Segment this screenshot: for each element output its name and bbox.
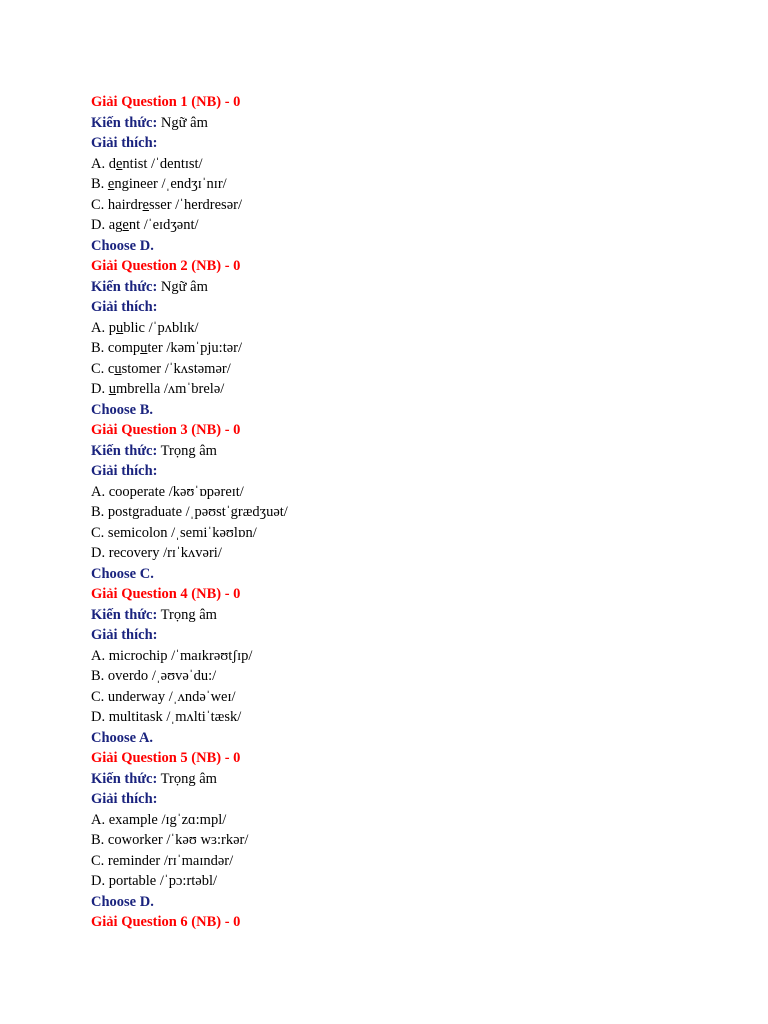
option-line xyxy=(91,215,731,236)
underlined-letter: e xyxy=(107,176,115,192)
option-word: reminder xyxy=(107,852,161,869)
knowledge-label: Kiến thức: xyxy=(91,770,158,787)
word-part: nt xyxy=(128,217,141,233)
option-letter: A. xyxy=(91,647,106,664)
option-line xyxy=(91,195,731,216)
option-word: example xyxy=(108,811,158,828)
knowledge-line xyxy=(91,605,731,626)
ipa-transcription: /rɪˈmaɪndər/ xyxy=(163,852,234,869)
knowledge-value: Trọng âm xyxy=(160,442,217,459)
option-letter: A. xyxy=(91,483,106,500)
underlined-letter: u xyxy=(115,319,124,336)
explanation-label: Giải thích: xyxy=(91,463,158,479)
knowledge-value: Trọng âm xyxy=(160,606,217,623)
option-line xyxy=(91,502,731,523)
option-word: cooperate xyxy=(108,483,166,500)
word-part: stomer xyxy=(121,360,162,377)
word-part: ag xyxy=(108,217,123,233)
option-letter: C. xyxy=(91,852,105,869)
option-letter: A. xyxy=(91,155,106,172)
option-word: coworker xyxy=(107,832,163,848)
word-part: ter xyxy=(147,340,163,356)
option-letter: B. xyxy=(91,176,105,192)
underlined-letter: e xyxy=(142,196,149,213)
option-letter: C. xyxy=(91,360,105,377)
option-line xyxy=(91,543,731,564)
ipa-transcription: /ˈkəʊ wɜ:rkər/ xyxy=(166,832,249,848)
question-title: Giải Question 4 (NB) - 0 xyxy=(91,586,241,602)
underlined-letter: u xyxy=(140,340,148,356)
word-part: p xyxy=(108,319,116,336)
knowledge-value: Ngữ âm xyxy=(160,114,208,131)
option-line xyxy=(91,871,731,892)
knowledge-line xyxy=(91,277,731,298)
question-title: Giải Question 3 (NB) - 0 xyxy=(91,422,241,438)
answer-line: Choose A. xyxy=(91,729,154,746)
ipa-transcription: /ˌmʌltiˈtæsk/ xyxy=(166,709,242,725)
option-word: semicolon xyxy=(107,524,168,541)
underlined-letter: u xyxy=(114,360,122,377)
ipa-transcription: /ʌmˈbrelə/ xyxy=(163,381,225,397)
knowledge-label: Kiến thức: xyxy=(91,606,158,623)
ipa-transcription: /ˈeɪdʒənt/ xyxy=(143,217,199,233)
word-part: ntist xyxy=(122,155,148,172)
option-line xyxy=(91,830,731,851)
ipa-transcription: /ˈpʌblɪk/ xyxy=(148,319,199,336)
ipa-transcription: /ˈpɔ:rtəbl/ xyxy=(159,873,218,889)
underlined-letter: e xyxy=(115,155,123,172)
option-line xyxy=(91,810,731,831)
option-letter: C. xyxy=(91,688,105,705)
ipa-transcription: /kəmˈpju:tər/ xyxy=(166,340,243,356)
option-line xyxy=(91,338,731,359)
option-line xyxy=(91,851,731,872)
knowledge-line xyxy=(91,113,731,134)
word-part: blic xyxy=(123,319,145,336)
explanation-label: Giải thích: xyxy=(91,299,158,315)
option-letter: D. xyxy=(91,873,106,889)
option-line xyxy=(91,318,731,339)
option-line xyxy=(91,359,731,380)
knowledge-label: Kiến thức: xyxy=(91,442,158,459)
option-word: microchip xyxy=(108,647,168,664)
answer-line: Choose D. xyxy=(91,893,154,910)
option-word: multitask xyxy=(108,709,163,725)
option-line xyxy=(91,687,731,708)
ipa-transcription: /rɪˈkʌvəri/ xyxy=(163,545,222,561)
answer-line: Choose B. xyxy=(91,401,154,418)
option-letter: A. xyxy=(91,319,106,336)
option-letter: C. xyxy=(91,196,105,213)
knowledge-label: Kiến thức: xyxy=(91,278,158,295)
ipa-transcription: /ˌendʒɪˈnɪr/ xyxy=(161,176,227,192)
knowledge-line xyxy=(91,441,731,462)
document-body xyxy=(91,92,731,933)
option-letter: D. xyxy=(91,709,106,725)
word-part: d xyxy=(108,155,116,172)
option-letter: D. xyxy=(91,381,106,397)
ipa-transcription: /ˈmaɪkrəʊtʃɪp/ xyxy=(171,647,253,664)
answer-line: Choose D. xyxy=(91,237,154,254)
option-word: recovery xyxy=(108,545,160,561)
option-word: portable xyxy=(108,873,157,889)
option-letter: A. xyxy=(91,811,106,828)
ipa-transcription: /kəʊˈɒpəreɪt/ xyxy=(168,483,244,500)
ipa-transcription: /ɪgˈzɑ:mpl/ xyxy=(161,811,227,828)
option-letter: B. xyxy=(91,340,105,356)
ipa-transcription: /ˌsemiˈkəʊlɒn/ xyxy=(171,524,257,541)
word-part: sser xyxy=(148,196,172,213)
option-line xyxy=(91,379,731,400)
ipa-transcription: /ˈkʌstəmər/ xyxy=(164,360,231,377)
question-title: Giải Question 2 (NB) - 0 xyxy=(91,258,241,274)
explanation-label: Giải thích: xyxy=(91,791,158,807)
option-letter: B. xyxy=(91,668,105,684)
word-part: mbrella xyxy=(115,381,161,397)
option-word: postgraduate xyxy=(107,504,183,520)
option-letter: B. xyxy=(91,504,105,520)
ipa-transcription: /ˌəʊvəˈdu:/ xyxy=(151,668,217,684)
knowledge-value: Ngữ âm xyxy=(160,278,208,295)
word-part: hairdr xyxy=(107,196,143,213)
question-title: Giải Question 1 (NB) - 0 xyxy=(91,94,241,110)
underlined-letter: u xyxy=(108,381,116,397)
option-line xyxy=(91,646,731,667)
option-word: overdo xyxy=(107,668,149,684)
option-line xyxy=(91,666,731,687)
ipa-transcription: /ˈherdresər/ xyxy=(175,196,242,213)
underlined-letter: e xyxy=(122,217,129,233)
ipa-transcription: /ˌʌndəˈweɪ/ xyxy=(168,688,236,705)
knowledge-label: Kiến thức: xyxy=(91,114,158,131)
option-line xyxy=(91,523,731,544)
question-title: Giải Question 6 (NB) - 0 xyxy=(91,914,241,930)
option-letter: B. xyxy=(91,832,105,848)
option-line xyxy=(91,707,731,728)
word-part: c xyxy=(107,360,115,377)
explanation-label: Giải thích: xyxy=(91,135,158,151)
option-word: underway xyxy=(107,688,166,705)
ipa-transcription: /ˌpəʊstˈgrædʒuət/ xyxy=(185,504,288,520)
explanation-label: Giải thích: xyxy=(91,627,158,643)
option-line xyxy=(91,482,731,503)
knowledge-line xyxy=(91,769,731,790)
option-letter: D. xyxy=(91,545,106,561)
option-line xyxy=(91,174,731,195)
option-letter: D. xyxy=(91,217,106,233)
ipa-transcription: /ˈdentɪst/ xyxy=(151,155,203,172)
question-title: Giải Question 5 (NB) - 0 xyxy=(91,750,241,766)
knowledge-value: Trọng âm xyxy=(160,770,217,787)
word-part: ngineer xyxy=(114,176,158,192)
answer-line: Choose C. xyxy=(91,565,154,582)
option-letter: C. xyxy=(91,524,105,541)
word-part: comp xyxy=(107,340,141,356)
option-line xyxy=(91,154,731,175)
